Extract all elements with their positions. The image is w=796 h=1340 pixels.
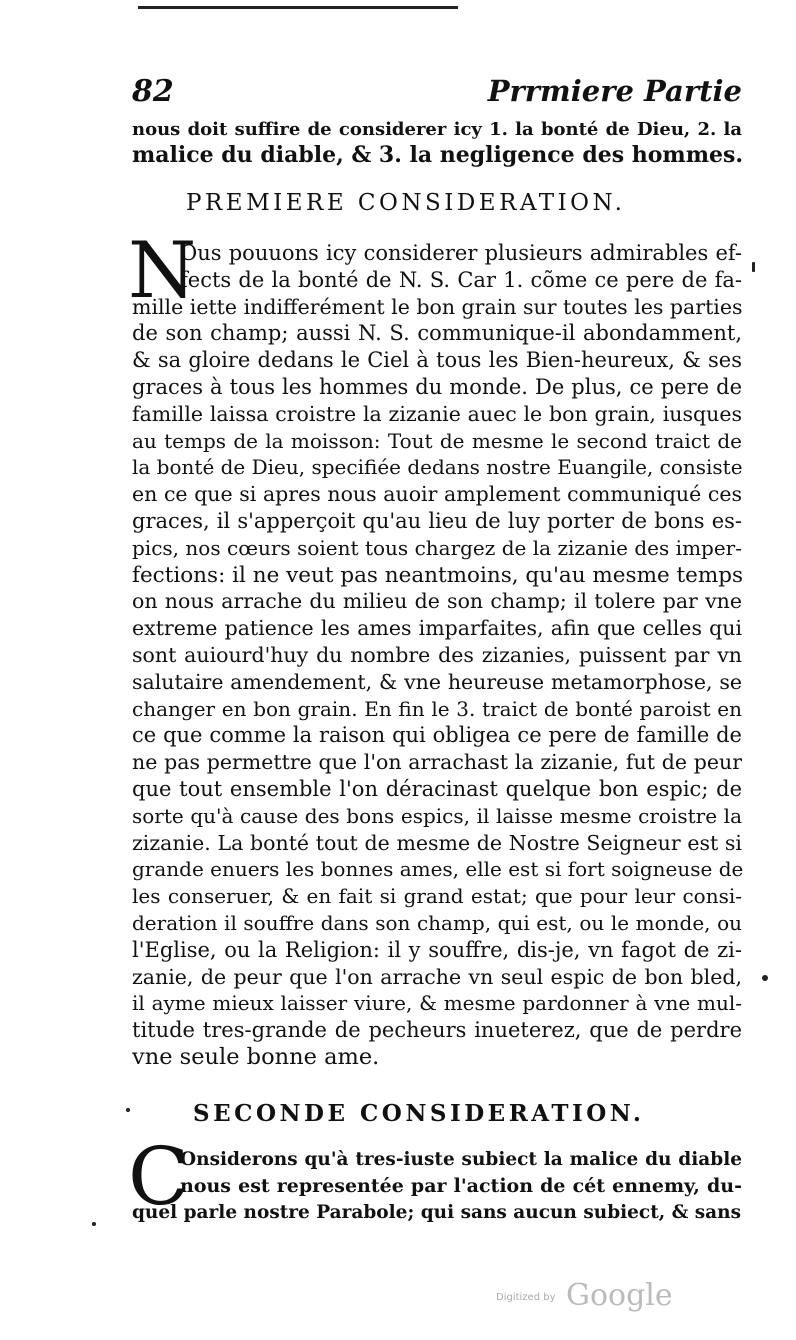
text-line: Ous pouuons icy considerer plusieurs admirables ef- — [180, 241, 742, 265]
text-line: changer en bon grain. En fin le 3. traict de bonté paroist en — [132, 696, 742, 721]
watermark-logo: Google — [566, 1278, 673, 1313]
text-line: titude tres-grande de pecheurs inueterez, que de perdre — [132, 1018, 742, 1043]
text-line: sont auiourd'huy du nombre des zizanies, puissent par vn — [132, 643, 742, 667]
text-line: quel parle nostre Parabole; qui sans aucun subiect, & sans — [132, 1202, 742, 1223]
text-line: fections: il ne veut pas neantmoins, qu'au mesme temps — [132, 562, 744, 588]
text-line: deration il souffre dans son champ, qui est, ou le monde, ou — [132, 911, 742, 935]
digitized-watermark — [496, 1278, 673, 1318]
text-line: en ce que si apres nous auoir amplement communiqué ces — [132, 482, 742, 507]
text-line: fects de la bonté de N. S. Car 1. cõme ce pere de fa- — [180, 267, 742, 292]
text-line: graces, il s'apperçoit qu'au lieu de luy porter de bons es- — [132, 509, 742, 533]
top-rule — [138, 6, 458, 9]
text-line: zizanie. La bonté tout de mesme de Nostre Seigneur est si — [132, 830, 742, 855]
section-heading-first: PREMIERE CONSIDERATION. — [186, 190, 626, 216]
text-line: on nous arrache du milieu de son champ; il tolere par vne — [132, 589, 742, 614]
margin-dot — [126, 1108, 130, 1112]
text-line: ne pas permettre que l'on arrachast la zizanie, fut de peur — [132, 750, 742, 775]
text-line: graces à tous les hommes du monde. De plus, ce pere de — [132, 375, 742, 399]
text-line: que tout ensemble l'on déracinast quelque bon espic; de — [132, 777, 742, 801]
text-line: zanie, de peur que l'on arrache vn seul espic de bon bled, — [132, 964, 742, 989]
text-line: au temps de la moisson: Tout de mesme le second traict de — [132, 428, 742, 453]
section-heading-second: SECONDE CONSIDERATION. — [193, 1100, 645, 1127]
text-line: l'Eglise, ou la Religion: il y souffre, dis-je, vn fagot de zi- — [132, 937, 742, 962]
margin-dot — [762, 975, 768, 981]
text-line: les conseruer, & en fait si grand estat; que pour leur consi- — [132, 884, 742, 909]
intro-line: malice du diable, & 3. la negligence des hommes. — [132, 142, 744, 168]
page-header — [132, 74, 742, 114]
text-line: nous est representée par l'action de cét ennemy, du- — [180, 1174, 742, 1197]
watermark-prefix: Digitized by — [496, 1292, 556, 1303]
text-line: sorte qu'à cause des bons espics, il laisse mesme croistre la — [132, 803, 742, 828]
text-line: la bonté de Dieu, specifiée dedans nostre Euangile, consiste — [132, 455, 743, 480]
running-head: Prrmiere Partie — [487, 74, 742, 108]
text-line: famille laissa croistre la zizanie auec le bon grain, iusques — [132, 401, 742, 426]
intro-line: nous doit suffire de considerer icy 1. la bonté de Dieu, 2. la — [132, 119, 742, 140]
text-line: mille iette indifferément le bon grain sur toutes les parties — [132, 294, 743, 319]
text-line: grande enuers les bonnes ames, elle est si fort soigneuse de — [132, 857, 744, 882]
text-line: extreme patience les ames imparfaites, afin que celles qui — [132, 616, 742, 641]
text-line: salutaire amendement, & vne heureuse metamorphose, se — [132, 669, 742, 694]
text-line: pics, nos cœurs soient tous chargez de la zizanie des imper- — [132, 535, 742, 560]
margin-mark — [752, 262, 755, 272]
text-line: vne seule bonne ame. — [132, 1044, 380, 1070]
text-line: ce que comme la raison qui obligea ce pere de famille de — [132, 723, 742, 748]
drop-cap-c: C — [128, 1130, 190, 1223]
drop-cap-n: N — [128, 226, 197, 316]
text-line: Onsiderons qu'à tres-iuste subiect la malice du diable — [180, 1149, 742, 1170]
text-line: & sa gloire dedans le Ciel à tous les Bien-heureux, & ses — [132, 348, 742, 373]
page-number: 82 — [132, 74, 174, 109]
text-line: il ayme mieux laisser viure, & mesme pardonner à vne mul- — [132, 991, 742, 1016]
text-line: de son champ; aussi N. S. communique-il abondamment, — [132, 321, 742, 346]
margin-dot — [92, 1222, 96, 1226]
